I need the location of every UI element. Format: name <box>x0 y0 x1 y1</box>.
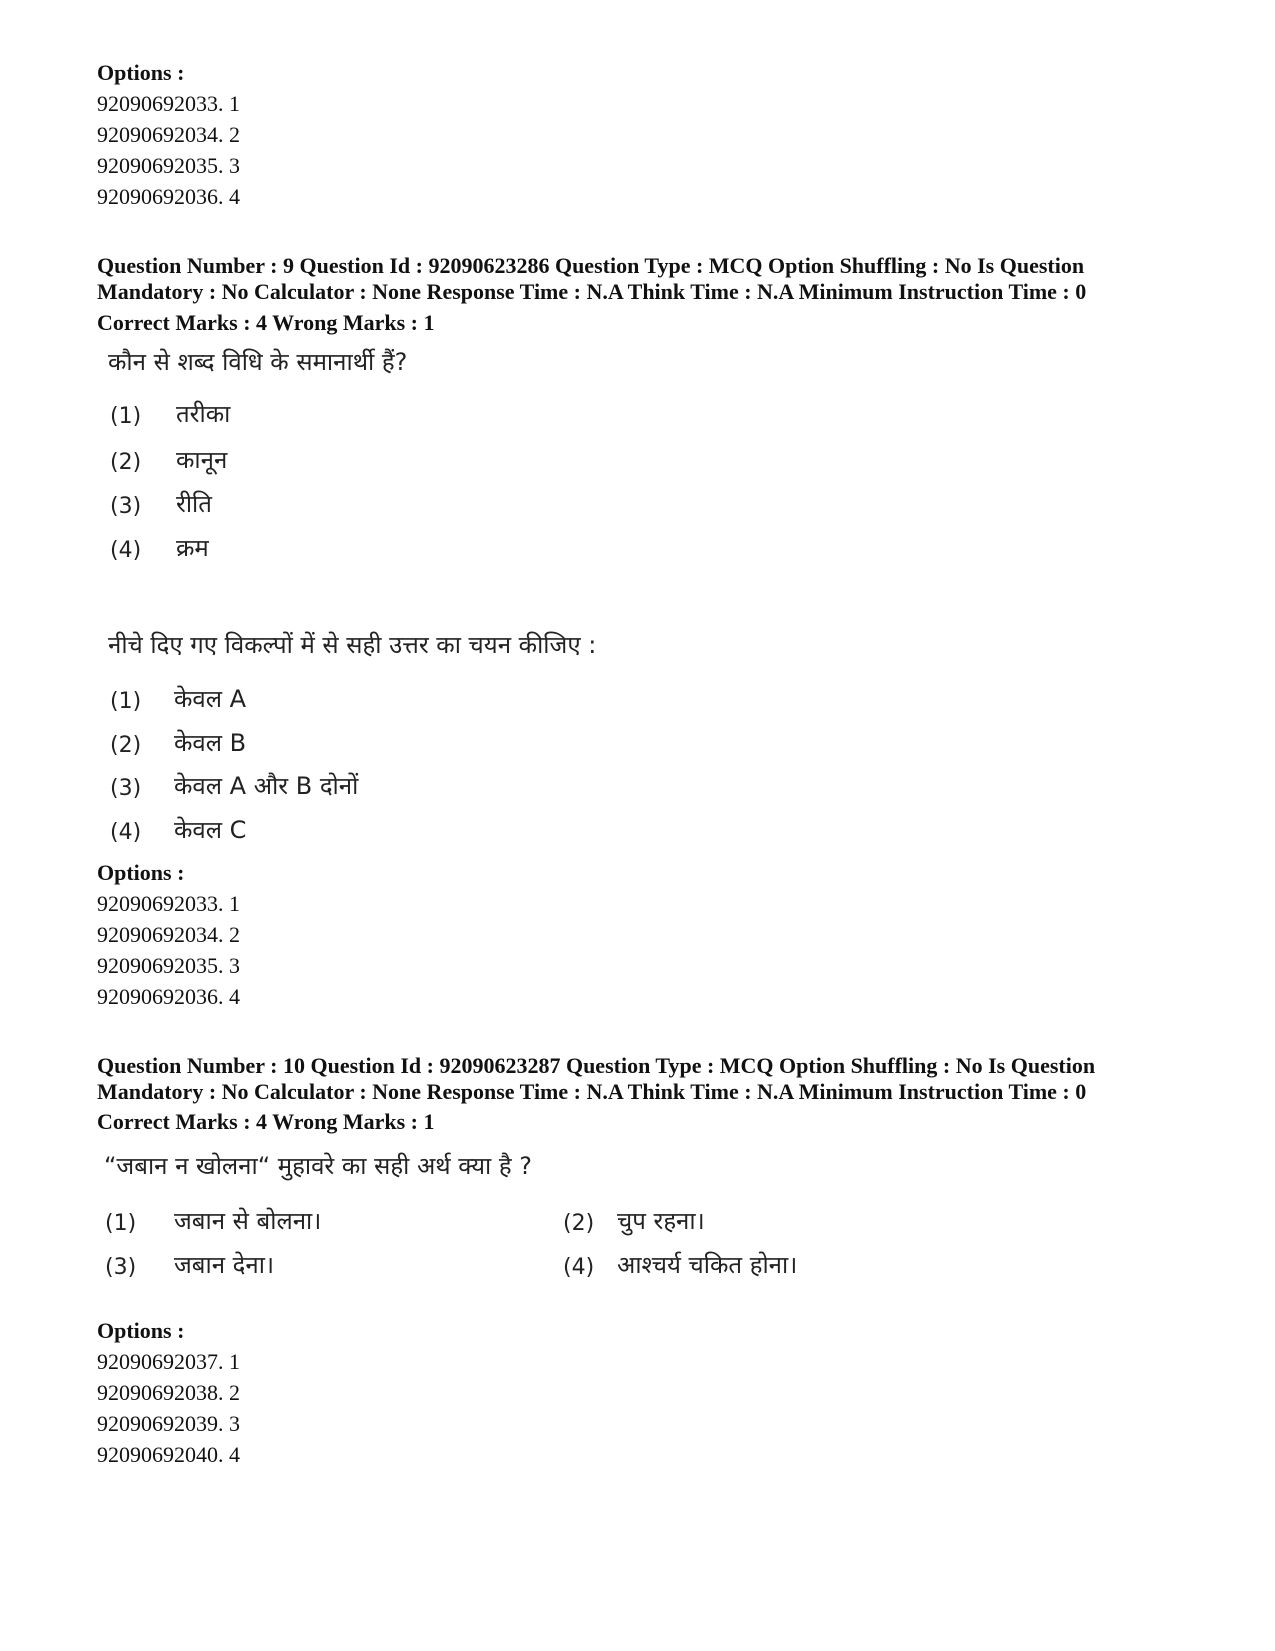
choice-number: (2) <box>110 733 142 758</box>
question-header: Mandatory : No Calculator : None Response Time : N.A Think Time : N.A Minimum Instruction Time : 0 <box>97 279 1087 304</box>
options-label: Options : <box>97 860 185 885</box>
list-number: (2) <box>110 450 142 475</box>
choice-text: आश्चर्य चकित होना। <box>617 1251 798 1279</box>
option-line: 92090692033. 1 <box>97 891 240 916</box>
choice-number: (1) <box>105 1211 137 1236</box>
choice-text: जबान देना। <box>174 1251 275 1279</box>
option-line: 92090692040. 4 <box>97 1442 240 1467</box>
options-label: Options : <box>97 60 185 85</box>
option-line: 92090692035. 3 <box>97 153 240 178</box>
option-line: 92090692036. 4 <box>97 984 240 1009</box>
question-header: Question Number : 10 Question Id : 92090623287 Question Type : MCQ Option Shuffling : No Is Question <box>97 1053 1096 1078</box>
choice-number: (4) <box>110 820 142 845</box>
list-number: (3) <box>110 494 142 519</box>
options-label: Options : <box>97 1318 185 1343</box>
option-line: 92090692035. 3 <box>97 953 240 978</box>
choice-text: केवल C <box>174 816 247 844</box>
question-stem: “जबान न खोलना“ मुहावरे का सही अर्थ क्या है ? <box>104 1152 532 1180</box>
question-header: Question Number : 9 Question Id : 92090623286 Question Type : MCQ Option Shuffling : No Is Question <box>97 253 1085 278</box>
option-line: 92090692033. 1 <box>97 91 240 116</box>
instruction-text: नीचे दिए गए विकल्पों में से सही उत्तर का चयन कीजिए : <box>108 631 597 659</box>
list-item: कानून <box>176 446 228 474</box>
choice-text: केवल A और B दोनों <box>174 772 359 800</box>
option-line: 92090692037. 1 <box>97 1349 240 1374</box>
list-item: रीति <box>176 490 212 518</box>
question-marks: Correct Marks : 4 Wrong Marks : 1 <box>97 310 435 335</box>
choice-text: केवल A <box>174 685 247 713</box>
choice-number: (3) <box>110 776 142 801</box>
choice-number: (1) <box>110 689 142 714</box>
option-line: 92090692038. 2 <box>97 1380 240 1405</box>
choice-text: जबान से बोलना। <box>174 1207 322 1235</box>
choice-number: (2) <box>563 1211 595 1236</box>
choice-number: (4) <box>563 1255 595 1280</box>
choice-text: चुप रहना। <box>617 1207 705 1235</box>
list-item: क्रम <box>176 534 209 562</box>
choice-text: केवल B <box>174 729 247 757</box>
list-item: तरीका <box>176 400 231 428</box>
question-header: Mandatory : No Calculator : None Response Time : N.A Think Time : N.A Minimum Instruction Time : 0 <box>97 1079 1087 1104</box>
option-line: 92090692036. 4 <box>97 184 240 209</box>
option-line: 92090692039. 3 <box>97 1411 240 1436</box>
choice-number: (3) <box>105 1255 137 1280</box>
list-number: (1) <box>110 404 142 429</box>
list-number: (4) <box>110 538 142 563</box>
option-line: 92090692034. 2 <box>97 122 240 147</box>
question-marks: Correct Marks : 4 Wrong Marks : 1 <box>97 1109 435 1134</box>
option-line: 92090692034. 2 <box>97 922 240 947</box>
question-stem: कौन से शब्द विधि के समानार्थी हैं? <box>108 348 408 376</box>
